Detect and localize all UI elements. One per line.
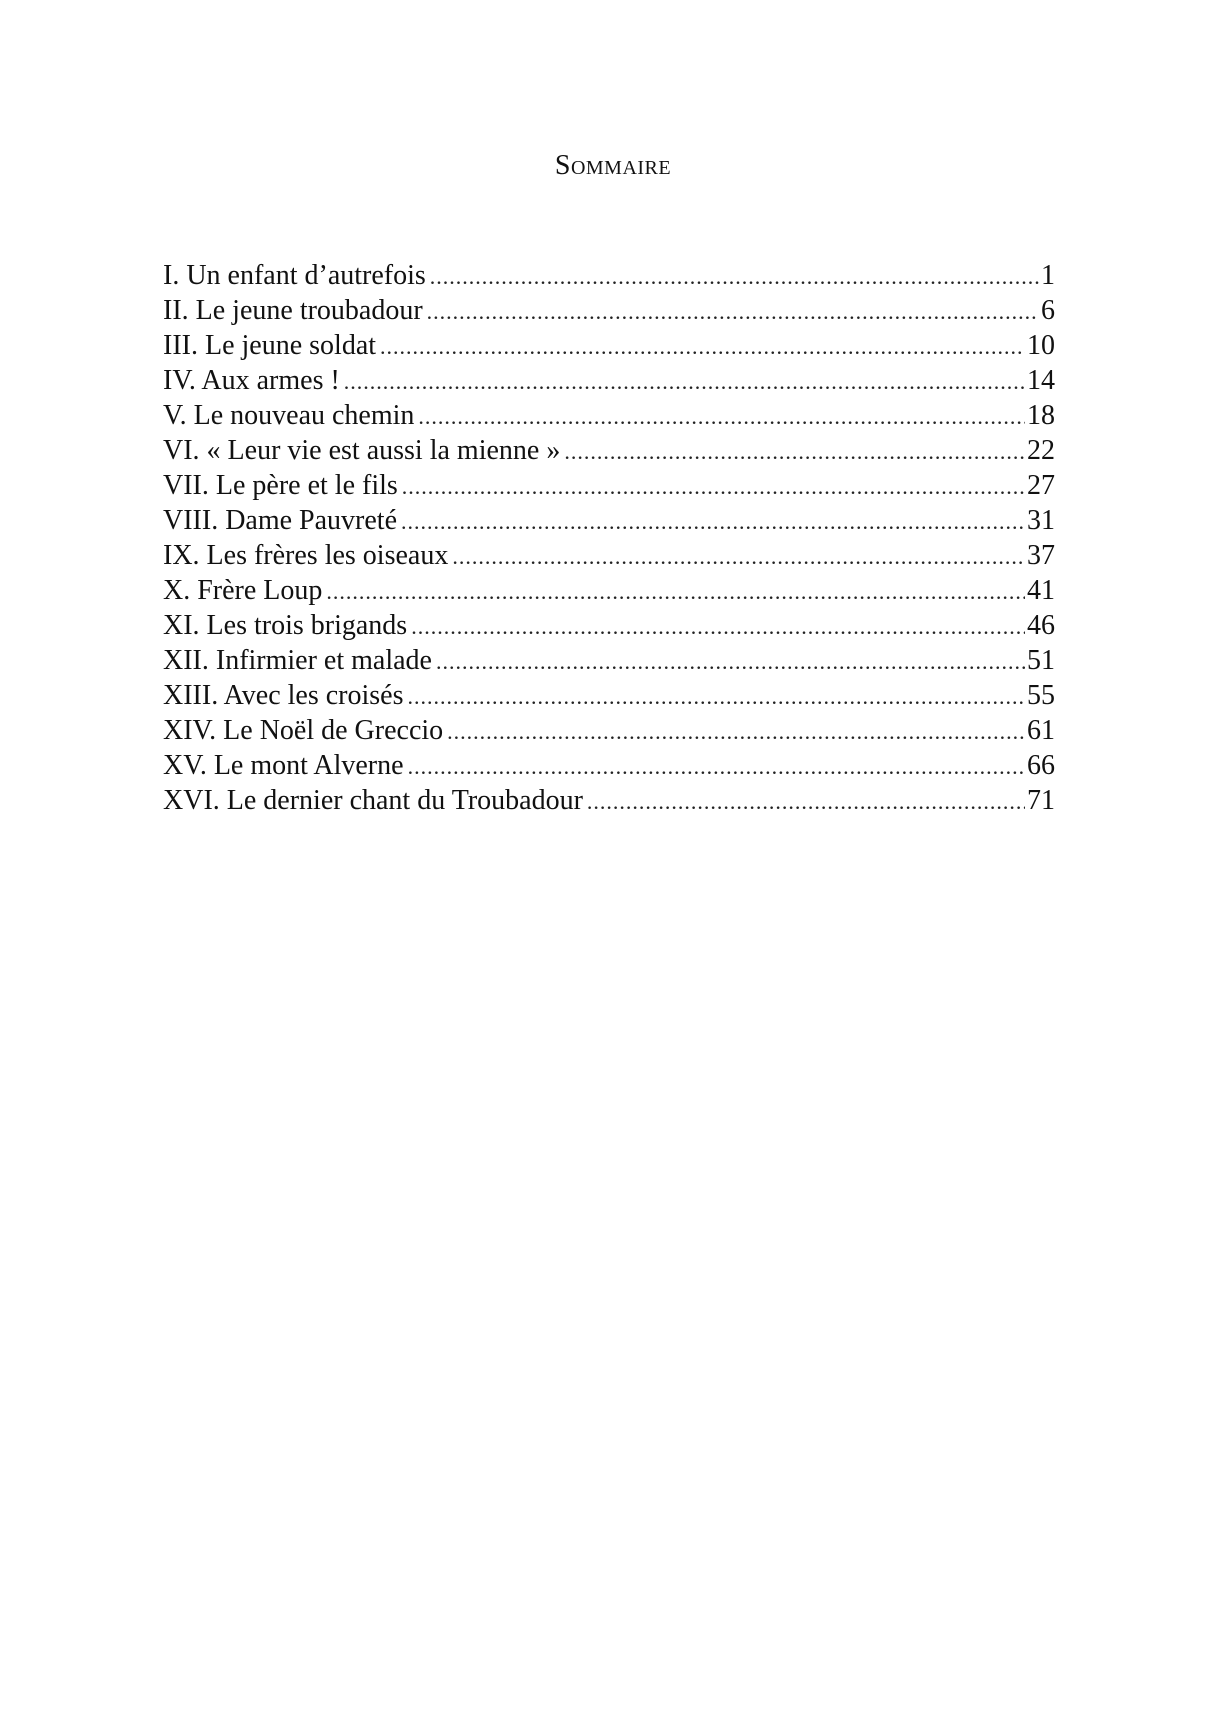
toc-entry-label: III. Le jeune soldat [163,330,377,361]
toc-entry [163,328,1055,363]
dot-leader [326,574,1025,608]
toc-entry-label: I. Un enfant d’autrefois [163,260,426,291]
toc-entry-label: XVI. Le dernier chant du Troubadour [163,785,583,816]
toc-entry-label: V. Le nouveau chemin [163,400,415,431]
toc-entry-page: 71 [1027,785,1055,816]
toc-entry-label: VIII. Dame Pauvreté [163,505,398,536]
toc-entry [163,398,1055,433]
dot-leader [452,539,1025,573]
toc-entry-page: 37 [1027,540,1055,571]
toc-entry-label: X. Frère Loup [163,575,323,606]
toc-entry-page: 18 [1027,400,1055,431]
table-of-contents [163,258,1055,818]
toc-entry-page: 66 [1027,750,1055,781]
toc-entry-page: 1 [1041,260,1055,291]
toc-entry-label: IX. Les frères les oiseaux [163,540,449,571]
toc-entry-label: XV. Le mont Alverne [163,750,404,781]
dot-leader [564,434,1025,468]
toc-entry [163,468,1055,503]
toc-entry-label: XIV. Le Noël de Greccio [163,715,444,746]
toc-entry-label: XIII. Avec les croisés [163,680,404,711]
dot-leader [587,784,1025,818]
toc-entry-page: 10 [1027,330,1055,361]
dot-leader [427,294,1039,328]
toc-entry [163,258,1055,293]
toc-entry-page: 55 [1027,680,1055,711]
dot-leader [430,259,1039,293]
dot-leader [447,714,1025,748]
toc-entry-page: 41 [1027,575,1055,606]
toc-entry [163,608,1055,643]
toc-entry [163,433,1055,468]
toc-entry-page: 22 [1027,435,1055,466]
toc-entry-page: 6 [1041,295,1055,326]
toc-entry-label: VII. Le père et le fils [163,470,398,501]
toc-entry [163,538,1055,573]
toc-entry-page: 31 [1027,505,1055,536]
toc-entry-page: 61 [1027,715,1055,746]
toc-entry-label: XII. Infirmier et malade [163,645,432,676]
dot-leader [402,469,1025,503]
toc-entry [163,783,1055,818]
toc-entry [163,643,1055,678]
toc-entry-page: 51 [1027,645,1055,676]
toc-entry [163,678,1055,713]
toc-entry-page: 46 [1027,610,1055,641]
dot-leader [408,749,1025,783]
toc-entry [163,713,1055,748]
toc-entry [163,748,1055,783]
dot-leader [401,504,1025,538]
dot-leader [408,679,1025,713]
page-title: Sommaire [554,150,672,181]
toc-entry [163,293,1055,328]
dot-leader [411,609,1025,643]
dot-leader [418,399,1025,433]
toc-entry-label: IV. Aux armes ! [163,365,340,396]
toc-entry [163,573,1055,608]
toc-entry [163,503,1055,538]
dot-leader [344,364,1025,398]
toc-entry [163,363,1055,398]
dot-leader [436,644,1025,678]
toc-entry-label: XI. Les trois brigands [163,610,408,641]
toc-entry-page: 27 [1027,470,1055,501]
toc-entry-label: II. Le jeune troubadour [163,295,423,326]
toc-entry-page: 14 [1027,365,1055,396]
dot-leader [380,329,1025,363]
toc-entry-label: VI. « Leur vie est aussi la mienne » [163,435,561,466]
